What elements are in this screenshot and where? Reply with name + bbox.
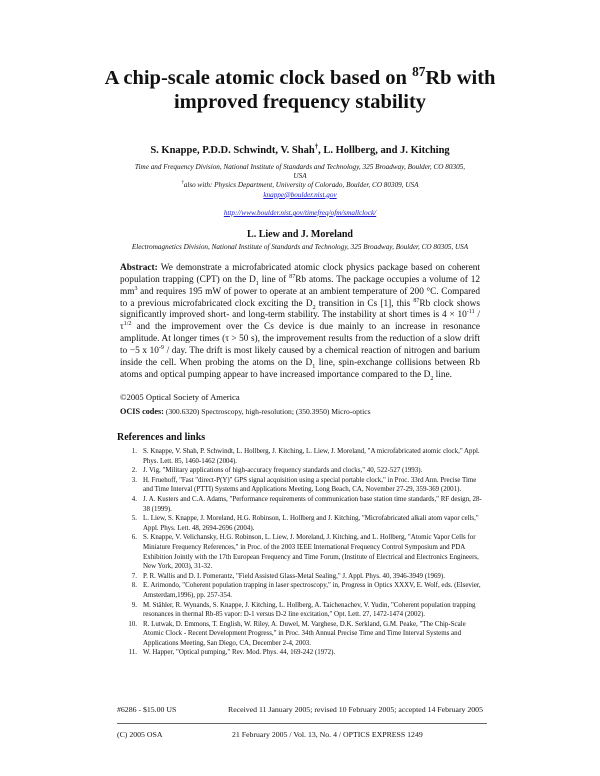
reference-text: H. Fruehoff, "Fast "direct-P(Y)" GPS signal acquisition using a special portable clock," in Proc. 33rd Ann. Precise Time and Time Interval (PTTI) Systems and Applications Meeting, Long Beach, CA, November 27-29, 359-369 (2001).: [143, 475, 477, 494]
title-isotope-superscript: 87: [412, 64, 426, 80]
reference-text: S. Knappe, V. Velichansky, H.G. Robinson, L. Liew, J. Moreland, J. Kitching, and L. Hollberg, "Atomic Vapor Cells for Miniature Frequency References," in Proc. of the 2003 IEEE International Frequency Control Symposium and PDA Exhibition Jointly with the 17th European Frequency and Time Forum, (Institute of Electrical and Electronics Engineers, New York, 2003), 31-32.: [143, 533, 479, 571]
author-list: S. Knappe, P.D.D. Schwindt, V. Shah†, L. Hollberg, and J. Kitching: [150, 143, 450, 156]
reference-number: 8.: [131, 581, 137, 590]
reference-number: 5.: [131, 514, 137, 523]
reference-number: 4.: [131, 494, 137, 503]
reference-item: [117, 581, 487, 600]
footer-journal-info: 21 February 2005 / Vol. 13, No. 4 / OPTICS EXPRESS 1249: [232, 730, 423, 739]
reference-number: 2.: [131, 466, 137, 475]
reference-text: L. Liew, S. Knappe, J. Moreland, H.G. Robinson, L. Hollberg and J. Kitching, "Microfabricated alkali atom vapor cells," Appl. Phys. Lett. 48, 2694-2696 (2004).: [143, 514, 479, 532]
reference-item: [117, 466, 487, 476]
reference-text: P. R. Wallis and D. I. Pomerantz, "Field Assisted Glass-Metal Sealing," J. Appl. Phys. 40, 3946-3949 (1969).: [143, 571, 445, 580]
reference-text: J. Vig, "Military applications of high-accuracy frequency standards and clocks," 40, 522-527 (1993).: [143, 466, 423, 475]
footer-price: #6286 - $15.00 US: [117, 705, 177, 714]
reference-text: S. Knappe, V. Shah, P. Schwindt, L. Hollberg, J. Kitching, L. Liew, J. Moreland, "A microfabricated atomic clock," Appl. Phys. Lett. 85, 1460-1462 (2004).: [143, 447, 480, 465]
footer-copyright: (C) 2005 OSA: [117, 730, 163, 739]
reference-number: 7.: [131, 571, 137, 580]
project-url-link[interactable]: http://www.boulder.nist.gov/timefreq/ofm/smallclock/: [223, 209, 377, 217]
reference-item: [117, 572, 487, 582]
reference-text: R. Lutwak, D. Emmons, T. English, W. Riley, A. Duwel, M. Varghese, D.K. Serkland, G.M. Peake, "The Chip-Scale Atomic Clock - Recent Development Progress," in Proc. 34th Annual Precise Time and Time Interval Systems and Applications Meeting, San Diego, CA, December 2-4, 2003.: [143, 619, 466, 647]
reference-item: [117, 533, 487, 571]
reference-number: 9.: [131, 600, 137, 609]
footer-divider: [117, 723, 487, 724]
url-line: [95, 209, 505, 218]
reference-number: 6.: [131, 533, 137, 542]
copyright-line: ©2005 Optical Society of America: [120, 392, 240, 402]
ocis-codes: OCIS codes: (300.6320) Spectroscopy, high-resolution; (350.3950) Micro-optics: [120, 407, 371, 416]
reference-text: M. Stähler, R. Wynands, S. Knappe, J. Kitching, L. Hollberg, A. Taichenachev, V. Yudin, "Coherent population trapping resonances in thermal Rb-85 vapor: D-1 versus D-2 line excitation," Opt. Lett. 27, 1472-1474 (2002).: [143, 600, 476, 619]
abstract-label: Abstract:: [120, 263, 158, 273]
reference-list: [117, 447, 487, 658]
reference-text: W. Happer, "Optical pumping," Rev. Mod. Phys. 44, 169-242 (1972).: [143, 648, 336, 657]
reference-item: [117, 476, 487, 495]
reference-item: [117, 495, 487, 514]
author-list-2: L. Liew and J. Moreland: [247, 229, 353, 240]
reference-item: [117, 447, 487, 466]
reference-number: 10.: [128, 619, 137, 628]
reference-text: E. Arimondo, "Coherent population trapping in laser spectroscopy," in, Progress in Optics XXXV, E. Wolf, eds. (Elsevier, Amsterdam,1996), pp. 257-354.: [143, 581, 481, 599]
paper-title: [60, 66, 540, 114]
reference-text: J. A. Kusters and C.A. Adams, "Performance requirements of communication base station time standards," RF design, 28-38 (1999).: [143, 494, 482, 513]
reference-item: [117, 601, 487, 620]
reference-item: [117, 514, 487, 533]
title-line1-text: A chip-scale atomic clock based on: [104, 67, 413, 89]
footer-received: Received 11 January 2005; revised 10 February 2005; accepted 14 February 2005: [228, 705, 483, 714]
abstract: Abstract: We demonstrate a microfabricated atomic clock physics package based on coherent population trapping (CPT) on the $D_1$ line of $^{87}$Rb atoms. The package occupies a volume of 12 $mm^3$ and requires 195 mW of power to operate at an ambient temperature of 200 °C. Compared to a previous microfabricated clock exciting the $D_2$ transition in Cs [1], this $^{87}$Rb clock shows significantly improved short- and long-term stability. The instability at short times is $4 \times 10^{-11} / \tau^{1/2}$ and the improvement over the Cs device is due mainly to an increase in resonance amplitude. At longer times (τ > 50 s), the improvement results from the reduction of a slow drift to −5 x $10^{-9}$ / day. The drift is most likely caused by a chemical reaction of nitrogen and barium inside the cell. When probing the atoms on the $D_1$ line, spin-exchange collisions between Rb atoms and optical pumping appear to have increased importance compared to the $D_2$ line.: [120, 263, 480, 382]
reference-number: 11.: [128, 648, 137, 657]
reference-number: 1.: [131, 447, 137, 455]
ocis-label: OCIS codes:: [120, 407, 164, 416]
reference-item: [117, 648, 487, 658]
affiliation-note: also with: Physics Department, University of Colorado, Boulder, CO 80309, USA: [183, 181, 419, 190]
references-heading: References and links: [117, 432, 206, 443]
reference-item: [117, 620, 487, 649]
title-line2-text: improved frequency stability: [173, 91, 427, 113]
affiliation-2: Electromagnetics Division, National Institute of Standards and Technology, 325 Broadway, Boulder, CO 80305, USA: [131, 243, 469, 251]
affiliation-1: Time and Frequency Division, National Institute of Standards and Technology, 325 Broadway, Boulder, CO 80305, USA †also with: Physics Department, University of Colorado, Boulder, CO 80309, USA knappe@boulder.nist.gov: [134, 163, 466, 199]
reference-number: 3.: [131, 475, 137, 484]
author-email-link[interactable]: knappe@boulder.nist.gov: [263, 190, 337, 199]
title-line1-end: Rb with: [425, 67, 496, 89]
